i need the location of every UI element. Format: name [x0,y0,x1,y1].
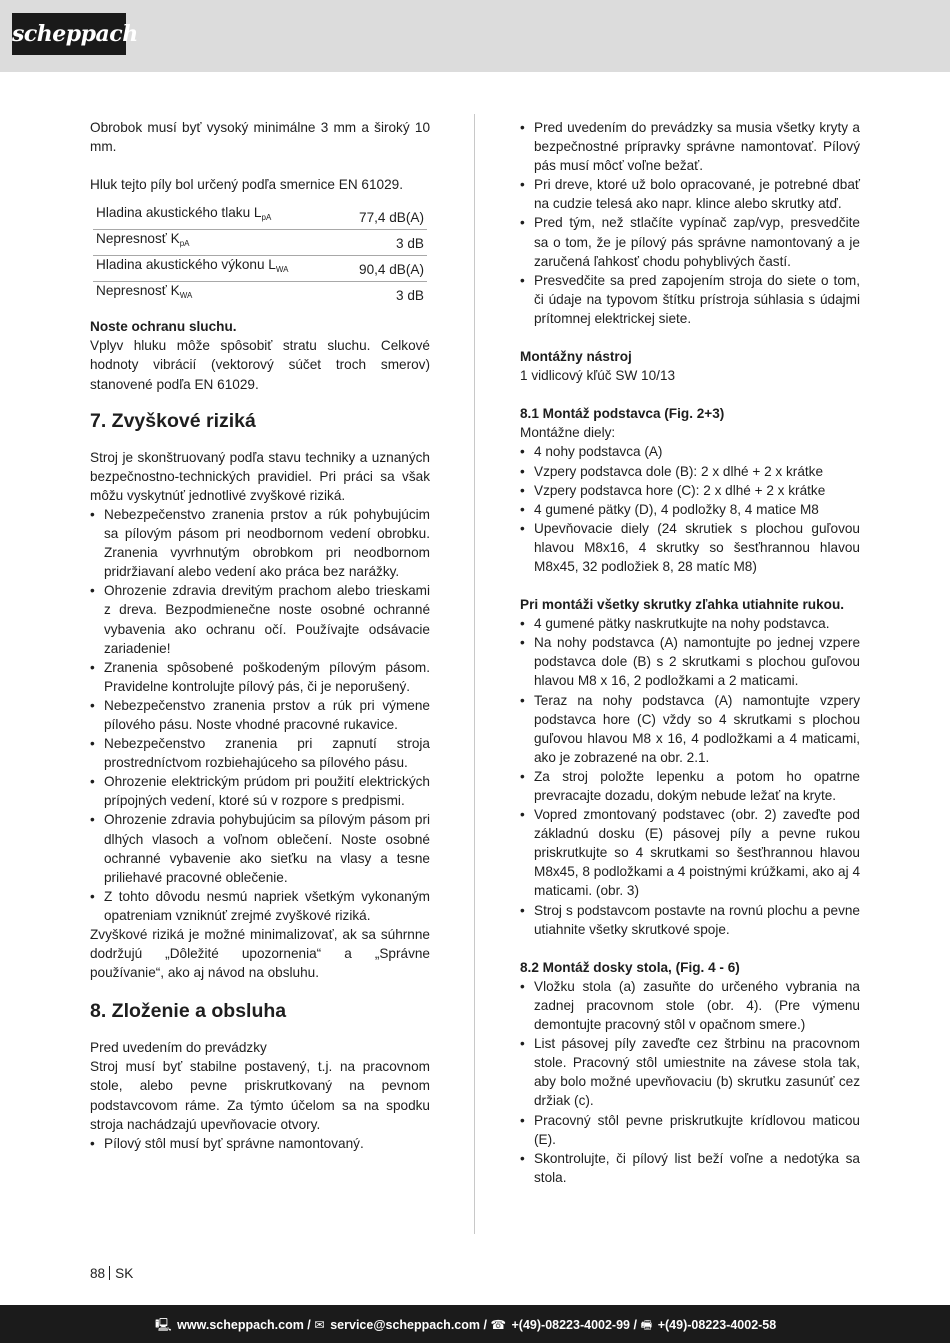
table-row [93,256,427,282]
table-value: 77,4 dB(A) [339,204,427,230]
list-item: • Vzpery podstavca dole (B): 2 x dlhé + 2 x krátke [520,462,860,481]
paragraph: Montážne diely: [520,425,616,441]
table-row [93,230,427,256]
phone-number: +(49)-08223-4002-99 / [511,1318,637,1332]
page-header [0,0,950,72]
hearing-protection-title: Noste ochranu sluchu. [90,319,237,335]
website-link[interactable]: www.scheppach.com / [177,1318,311,1332]
bullet-list [520,118,860,328]
list-item: • Nebezpečenstvo zranenia prstov a rúk pri výmene pílového pásu. Noste vhodné pracovné rukavice. [90,696,430,734]
paragraph: Obrobok musí byť vysoký minimálne 3 mm a široký 10 mm. [90,120,430,155]
list-item: • Teraz na nohy podstavca (A) namontujte vzpery podstavca hore (C) vždy so 4 skrutkami s plochou guľovou hlavou M8 x 16, 4 podložkami a 4 maticami, ako je zobrazené na obr. 2.1. [520,691,860,767]
subscript: WA [179,291,193,301]
section-heading-8-2: 8.2 Montáž dosky stola, (Fig. 4 - 6) [520,959,740,975]
section-heading-8: 8. Zloženie a obsluha [90,1000,287,1023]
list-item: • Stroj s podstavcom postavte na rovnú plochu a pevne utiahnite všetky skrutkové spoje. [520,901,860,939]
phone-icon: ☎ [490,1318,507,1332]
right-column [520,118,860,1187]
table-label: Nepresnosť K [96,231,180,247]
noise-table [93,204,427,307]
subscript: pA [261,213,272,223]
paragraph: Stroj musí byť stabilne postavený, t.j. na pracovnom stole, alebo pevne priskrutkovaný na pevnom podstavcovom ráme. Za týmto účelom sa na spodku stroja nachádzajú upevňovacie otvory. [90,1059,430,1132]
section-heading-8-1: 8.1 Montáž podstavca (Fig. 2+3) [520,406,725,422]
list-item: • Pred uvedením do prevádzky sa musia všetky kryty a bezpečnostné prípravky správne namontovať. Pílový pás musí môcť voľne bežať. [520,118,860,175]
table-row [93,204,427,230]
page-number [90,1266,133,1281]
paragraph: Vplyv hluku môže spôsobiť stratu sluchu. Celkové hodnoty vibrácií (vektorový súčet troch smerov) stanovené podľa EN 61029. [90,338,430,392]
list-item: • Skontrolujte, či pílový list beží voľne a nedotýka sa stola. [520,1149,860,1187]
list-item: • Pred tým, než stlačíte vypínač zap/vyp, presvedčite sa o tom, že je pílový pás správne namontovaný a je zaručená ľahkosť chodu pohyblivých častí. [520,213,860,270]
list-item: • Presvedčite sa pred zapojením stroja do siete o tom, či údaje na typovom štítku prístroja súhlasia s údajmi prítomnej elektrickej siete. [520,271,860,328]
risk-list [90,505,430,925]
table-mount-list [520,977,860,1187]
fax-number: +(49)-08223-4002-58 [657,1318,777,1332]
list-item: • Nebezpečenstvo zranenia pri zapnutí stroja prostredníctvom rozbiehajúceho sa pílového pásu. [90,734,430,772]
assembly-list [520,614,860,939]
language-code: SK [115,1266,134,1281]
parts-list [520,442,860,576]
scheppach-logo: scheppach [12,13,126,55]
list-item: • Zranenia spôsobené poškodeným pílovým pásom. Pravidelne kontrolujte pílový pás, či je neporušený. [90,658,430,696]
assembly-title: Pri montáži všetky skrutky zľahka utiahnite rukou. [520,597,845,613]
table-label: Hladina akustického tlaku L [96,205,262,221]
list-item: • Nebezpečenstvo zranenia prstov a rúk pohybujúcim sa pílovým pásom pri neodbornom vedení obrobku. Zranenia vyvrhnutým obrobkom pri neodbornom pridržiavaní alebo vedení ako práca bez narážky. [90,505,430,581]
column-divider [474,114,475,1234]
fax-icon: 🖷 [640,1318,653,1332]
list-item: • 4 gumené pätky (D), 4 podložky 8, 4 matice M8 [520,500,860,519]
list-item: • Pílový stôl musí byť správne namontovaný. [90,1134,430,1153]
page-number-value: 88 [90,1266,106,1281]
list-item: • Pracovný stôl pevne priskrutkujte krídlovou maticou (E). [520,1111,860,1149]
section-heading-7: 7. Zvyškové riziká [90,409,256,432]
list-item: • Vopred zmontovaný podstavec (obr. 2) zaveďte pod základnú dosku (E) pásovej píly a pevne rukou priskrutkujte so 4 skrutkami so šesťhrannou hlavou M8x45, 8 podložkami a 4 poistnými krúžkami, ako aj 4 maticami. (obr. 3) [520,805,860,900]
list-item: • List pásovej píly zaveďte cez štrbinu na pracovnom stole. Pracovný stôl umiestnite na závese stola tak, aby bolo možné upevňovaciu (b) skrutku zasunúť cez držiak (c). [520,1034,860,1110]
list-item: • 4 nohy podstavca (A) [520,442,860,461]
email-icon: ✉ [314,1318,325,1332]
list-item: • Ohrozenie zdravia drevitým prachom alebo trieskami z dreva. Bezpodmienečne noste osobné ochranné vybavenia ako ochranu očí. Používajte odsávacie zariadenie! [90,581,430,657]
paragraph: Pred uvedením do prevádzky [90,1040,267,1056]
left-column [90,118,430,1153]
paragraph: Hluk tejto píly bol určený podľa smernice EN 61029. [90,177,404,193]
list-item: • Pri dreve, ktoré už bolo opracované, je potrebné dbať na cudzie telesá ako napr. klince alebo skrutky atď. [520,175,860,213]
table-value: 90,4 dB(A) [339,256,427,282]
list-item: • Na nohy podstavca (A) namontujte po jednej vzpere podstavca dole (B) s 2 skrutkami s plochou guľovou hlavou M8 x 16, 2 podložkami a 2 maticami. [520,633,860,690]
list-item: • Za stroj položte lepenku a potom ho opatrne prevracajte dozadu, dokým nebude ležať na kryte. [520,767,860,805]
bullet-list [90,1134,430,1153]
email-link[interactable]: service@scheppach.com / [330,1318,487,1332]
subscript: WA [275,265,289,275]
list-item: • Z tohto dôvodu nesmú napriek všetkým vykonaným opatreniam vzniknúť zrejmé zvyškové riziká. [90,887,430,925]
contact-line [155,1316,776,1337]
table-value: 3 dB [339,230,427,256]
paragraph: Stroj je skonštruovaný podľa stavu techniky a uznaných bezpečnostno-technických pravidiel. Pri práci sa však môžu vyskytnúť jednotlivé zvyškové riziká. [90,449,430,503]
table-value: 3 dB [396,288,424,304]
list-item: • Vzpery podstavca hore (C): 2 x dlhé + 2 x krátke [520,481,860,500]
paragraph: Zvyškové riziká je možné minimalizovať, ak sa súhrnne dodržujú „Dôležité upozornenia“ a „Správne používanie“, ako aj návod na obsluhu. [90,927,430,981]
table-row [93,282,427,308]
table-label: Nepresnosť K [96,283,180,299]
list-item: • Vložku stola (a) zasuňte do určeného vybrania na zadnej pracovnom stole (obr. 4). (Pre výmenu demontujte pracovný stôl v opačnom smere.) [520,977,860,1034]
computer-icon: 🖳 [155,1318,172,1332]
subscript: pA [179,239,190,249]
tool-title: Montážny nástroj [520,349,632,365]
list-item: • Ohrozenie elektrickým prúdom pri použití elektrických prípojných vedení, ktoré sú v rozpore s predpismi. [90,772,430,810]
page-footer [0,1305,950,1343]
list-item: • Ohrozenie zdravia pohybujúcim sa pílovým pásom pri dlhých vlasoch a voľnom oblečení. Noste osobné ochranné vybavenie ako sieťku na vlasy a tesne priliehavé pracovné oblečenie. [90,810,430,886]
list-item: • Upevňovacie diely (24 skrutiek s plochou guľovou hlavou M8x16, 4 skrutky so šesťhrannou hlavou M8x45, 32 podložiek 8, 28 matíc M8) [520,519,860,576]
paragraph: 1 vidlicový kľúč SW 10/13 [520,368,676,384]
list-item: • 4 gumené pätky naskrutkujte na nohy podstavca. [520,614,860,633]
table-label: Hladina akustického výkonu L [96,257,276,273]
